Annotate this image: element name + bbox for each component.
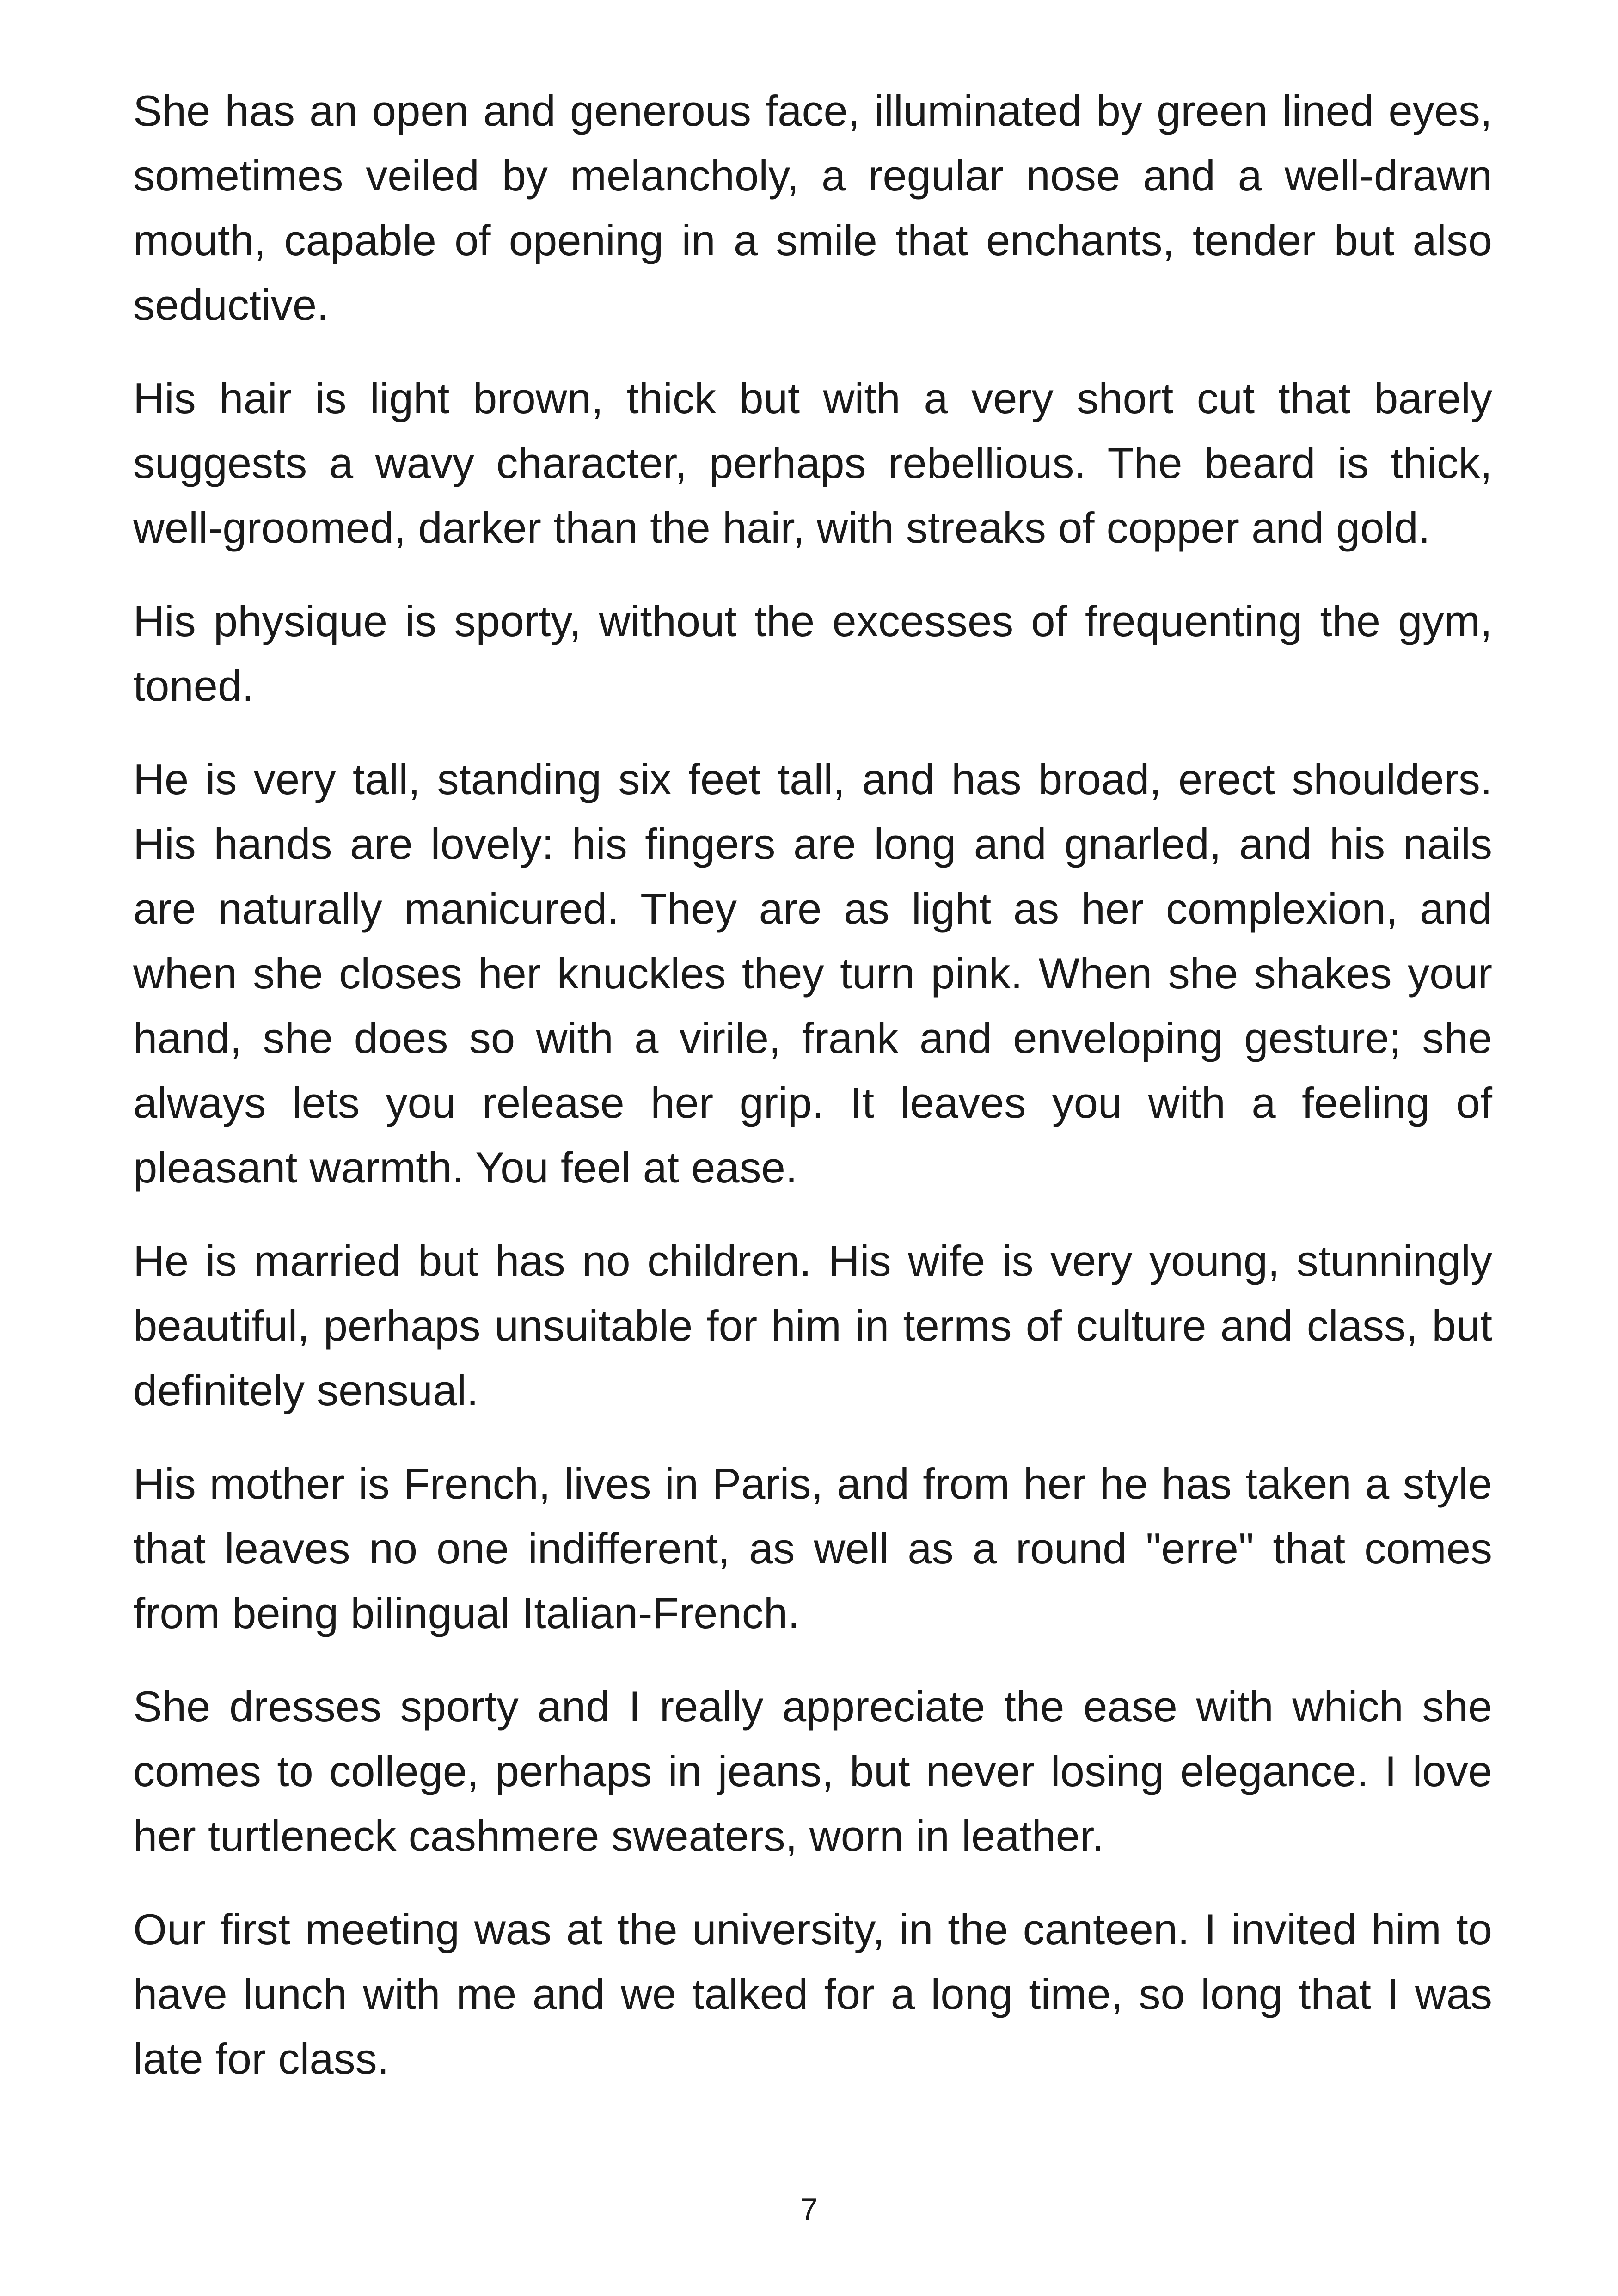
page-number: 7 [800, 2192, 818, 2227]
paragraph-hair: His hair is light brown, thick but with a very short cut that barely suggests a wavy character, perhaps rebellious. The beard is thick, well-groomed, darker than the hair, with streaks of copper and gold. [133, 374, 1492, 552]
paragraph-physique: His physique is sporty, without the excesses of frequenting the gym, toned. [133, 597, 1492, 710]
paragraph-marriage: He is married but has no children. His wife is very young, stunningly beautiful, perhaps unsuitable for him in terms of culture and class, but definitely sensual. [133, 1237, 1492, 1414]
body-text [133, 79, 1492, 2120]
paragraph-dress: She dresses sporty and I really appreciate the ease with which she comes to college, perhaps in jeans, but never losing elegance. I love her turtleneck cashmere sweaters, worn in leather. [133, 1682, 1492, 1860]
paragraph-height-hands: He is very tall, standing six feet tall, and has broad, erect shoulders. His hands are lovely: his fingers are long and gnarled, and his nails are naturally manicured. They are as light as her complexion, and when she closes her knuckles they turn pink. When she shakes your hand, she does so with a virile, frank and enveloping gesture; she always lets you release her grip. It leaves you with a feeling of pleasant warmth. You feel at ease. [133, 755, 1492, 1192]
paragraph-face: She has an open and generous face, illuminated by green lined eyes, sometimes veiled by melancholy, a regular nose and a well-drawn mouth, capable of opening in a smile that enchants, tender but also seductive. [133, 86, 1492, 329]
paragraph-first-meeting: Our first meeting was at the university, in the canteen. I invited him to have lunch with me and we talked for a long time, so long that I was late for class. [133, 1905, 1492, 2083]
paragraph-mother: His mother is French, lives in Paris, and from her he has taken a style that leaves no one indifferent, as well as a round "erre" that comes from being bilingual Italian-French. [133, 1459, 1492, 1637]
